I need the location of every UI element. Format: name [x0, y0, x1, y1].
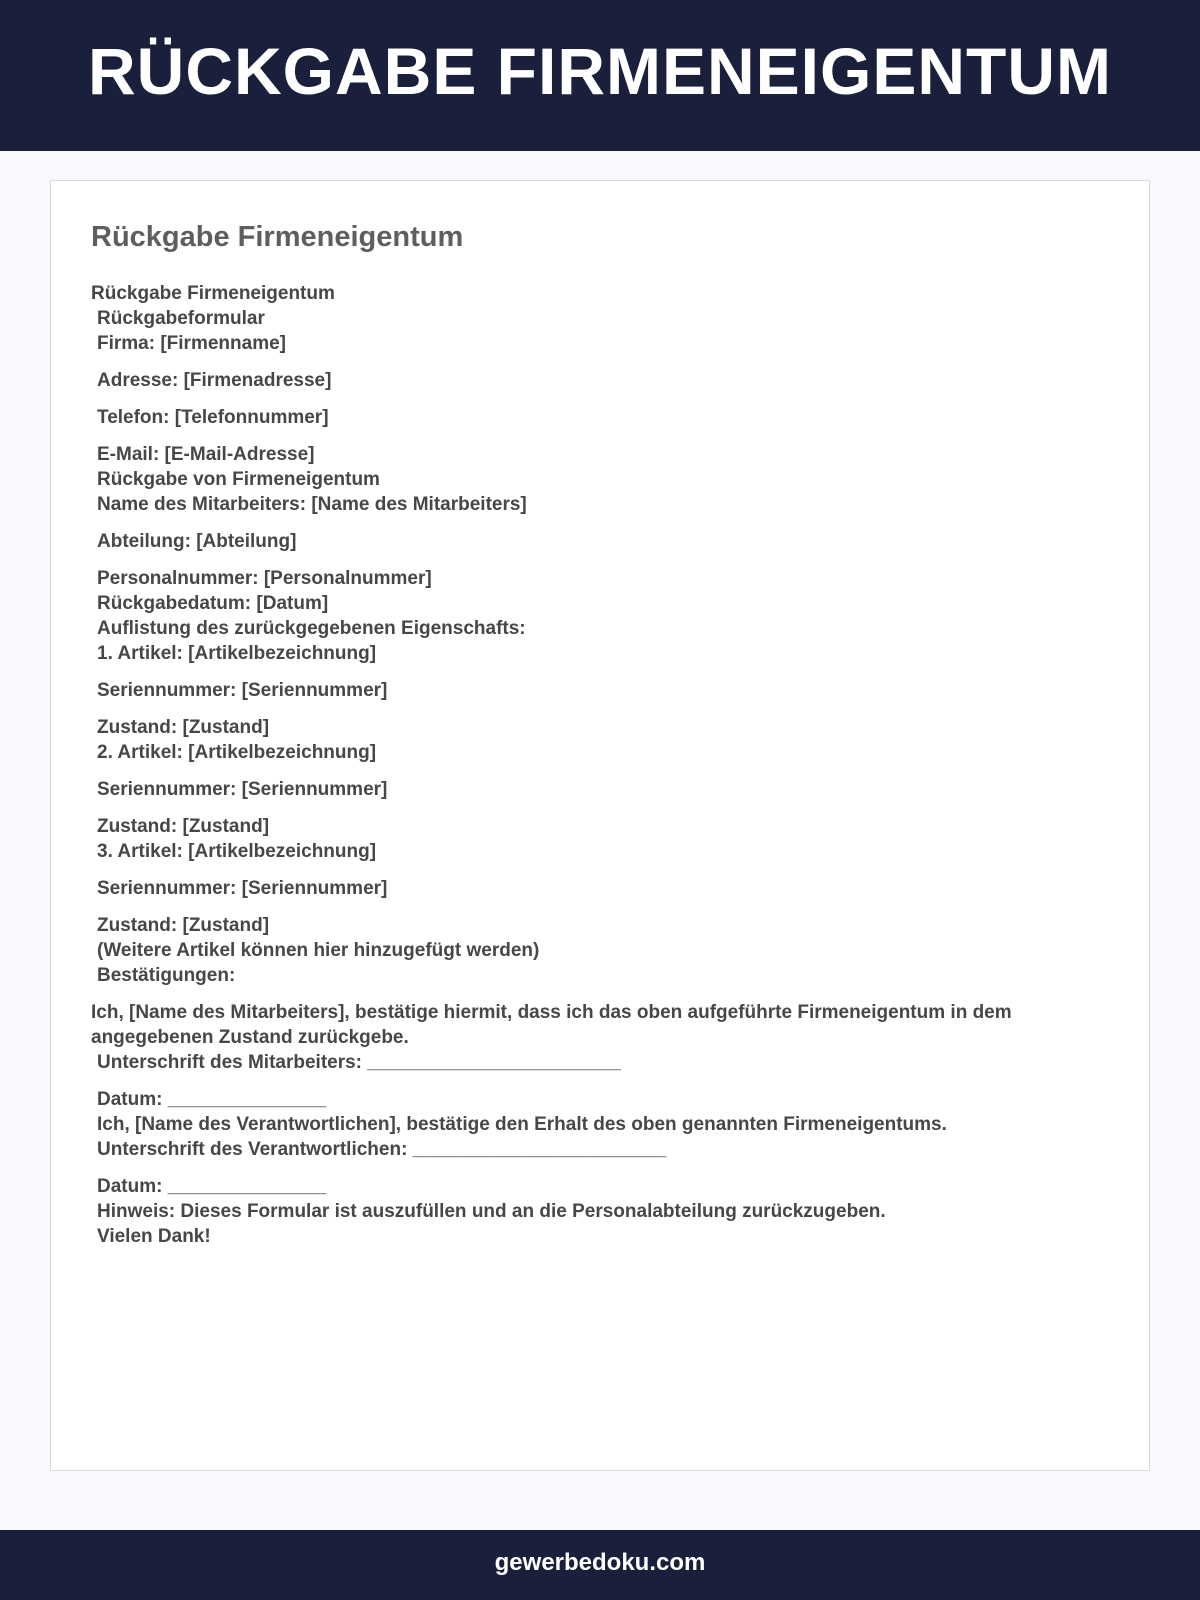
item-1-condition-line: Zustand: [Zustand]: [97, 717, 270, 738]
item-2-serial-line: Seriennummer: [Seriennummer]: [97, 779, 388, 800]
employee-confirmation-text: Ich, [Name des Mitarbeiters], bestätige hiermit, dass ich das oben aufgeführte Firmeneigentum in dem angegebenen Zustand zurückgebe.: [91, 1002, 1012, 1048]
receiver-date-line: Datum: _______________: [97, 1176, 327, 1197]
hint-line: Hinweis: Dieses Formular ist auszufüllen und an die Personalabteilung zurückzugeben.: [97, 1201, 886, 1222]
receiver-signature-line: Unterschrift des Verantwortlichen: ________________________: [97, 1139, 667, 1160]
footer-bar: [0, 1530, 1200, 1600]
item-3-line: 3. Artikel: [Artikelbezeichnung]: [97, 841, 377, 862]
department-line: Abteilung: [Abteilung]: [97, 531, 297, 552]
item-list-heading: Auflistung des zurückgegebenen Eigenschafts:: [97, 618, 526, 639]
item-1-serial-line: Seriennummer: [Seriennummer]: [97, 680, 388, 701]
more-items-note: (Weitere Artikel können hier hinzugefügt werden): [97, 940, 540, 961]
banner-title: RÜCKGABE FIRMENEIGENTUM: [88, 33, 1112, 108]
address-line: Adresse: [Firmenadresse]: [97, 370, 332, 391]
document-heading: Rückgabe Firmeneigentum: [91, 221, 464, 253]
item-1-line: 1. Artikel: [Artikelbezeichnung]: [97, 643, 377, 664]
employee-date-line: Datum: _______________: [97, 1089, 327, 1110]
thanks-line: Vielen Dank!: [97, 1226, 211, 1247]
section-title-line: Rückgabe von Firmeneigentum: [97, 469, 380, 490]
employee-signature-line: Unterschrift des Mitarbeiters: ________________________: [97, 1052, 621, 1073]
return-date-line: Rückgabedatum: [Datum]: [97, 593, 329, 614]
form-title-line: Rückgabe Firmeneigentum: [91, 283, 335, 304]
email-line: E-Mail: [E-Mail-Adresse]: [97, 444, 315, 465]
item-3-serial-line: Seriennummer: [Seriennummer]: [97, 878, 388, 899]
confirmations-heading: Bestätigungen:: [97, 965, 236, 986]
employee-name-line: Name des Mitarbeiters: [Name des Mitarbeiters]: [97, 494, 527, 515]
company-line: Firma: [Firmenname]: [97, 333, 286, 354]
item-2-condition-line: Zustand: [Zustand]: [97, 816, 270, 837]
footer-site-name: gewerbedoku.com: [494, 1549, 706, 1576]
form-subtitle-line: Rückgabeformular: [97, 308, 265, 329]
personnel-number-line: Personalnummer: [Personalnummer]: [97, 568, 432, 589]
receiver-confirmation-text: Ich, [Name des Verantwortlichen], bestätige den Erhalt des oben genannten Firmeneigentums.: [97, 1114, 947, 1135]
item-3-condition-line: Zustand: [Zustand]: [97, 915, 270, 936]
document-body: [91, 281, 1091, 1249]
header-banner: [0, 0, 1200, 151]
phone-line: Telefon: [Telefonnummer]: [97, 407, 329, 428]
item-2-line: 2. Artikel: [Artikelbezeichnung]: [97, 742, 377, 763]
document-card: [50, 180, 1150, 1471]
